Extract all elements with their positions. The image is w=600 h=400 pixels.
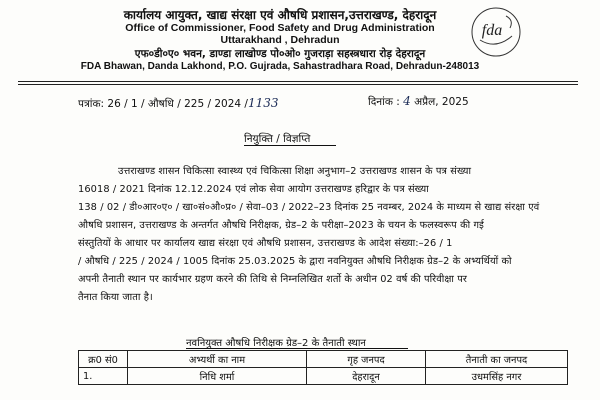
body-line: 138 / 02 / डी०आर०ए० / खा०सं०औ०प्र० / सेवा–03 / 2022–23 दिनांक 25 नवम्बर, 2024 के माध्यम से खाद्य संरक्षा एवं xyxy=(78,202,540,213)
table-title: नवनियुक्त औषधि निरीक्षक ग्रेड–2 के तैनाती स्थान xyxy=(186,338,366,349)
office-title-hindi: कार्यालय आयुक्त, खाद्य संरक्षा एवं औषधि प्रशासन,उत्तराखण्ड, देहरादून xyxy=(123,8,437,22)
date-label: दिनांक : xyxy=(368,96,400,108)
office-address-english: FDA Bhawan, Danda Lakhond, P.O. Gujrada, Sahastradhara Road, Dehradun-248013 xyxy=(80,61,480,72)
body-line: अपनी तैनाती स्थान पर कार्यभार ग्रहण करने की तिथि से निम्नलिखित शर्तो के अधीन 02 वर्ष की परिवीक्षा पर xyxy=(78,274,468,285)
table-title-underline xyxy=(186,348,408,349)
office-title-english: Office of Commissioner, Food Safety and Drug Administration xyxy=(125,22,435,34)
col-header-home-district: गृह जनपद xyxy=(307,351,426,368)
letterhead-divider xyxy=(18,81,578,82)
cell-home-district: देहरादून xyxy=(307,368,426,385)
office-location-english: Uttarakhand , Dehradun xyxy=(220,34,340,46)
body-line: उत्तराखण्ड शासन चिकित्सा स्वास्थ्य एवं चिकित्सा शिक्षा अनुभाग–2 उत्तराखण्ड शासन के पत्र संख्या xyxy=(118,166,472,177)
col-header-serial: क्र0 सं0 xyxy=(79,351,128,368)
posting-table xyxy=(78,350,568,385)
reference-prefix: पत्रांक: 26 / 1 / औषधि / 225 / 2024 / xyxy=(78,98,248,110)
letter-date xyxy=(368,94,469,109)
letterhead-divider-double xyxy=(18,84,578,85)
notice-heading: नियुक्ति / विज्ञप्ति xyxy=(244,133,311,145)
table-row xyxy=(79,368,568,385)
col-header-name: अभ्यर्थी का नाम xyxy=(128,351,307,368)
handwritten-number: 1133 xyxy=(247,96,279,110)
cell-posting-district: उधमसिंह नगर xyxy=(426,368,568,385)
heading-underline xyxy=(244,145,336,146)
cell-serial: 1. xyxy=(79,368,128,385)
body-line: 16018 / 2021 दिनांक 12.12.2024 एवं लोक सेवा आयोग उत्तराखण्ड हरिद्वार के पत्र संख्या xyxy=(78,184,429,195)
logo-text: fda xyxy=(481,22,503,39)
date-day: 4 xyxy=(403,94,411,108)
date-rest: अप्रैल, 2025 xyxy=(414,96,469,108)
col-header-posting-district: तैनाती का जनपद xyxy=(426,351,568,368)
body-line: औषधि प्रशासन, उत्तराखण्ड के अन्तर्गत औषधि निरीक्षक, ग्रेड–2 के परीक्षा–2023 के चयन के फलस्वरूप की गई xyxy=(78,220,484,231)
table-header-row xyxy=(79,351,568,368)
reference-number xyxy=(78,96,278,111)
body-line: तैनात किया जाता है। xyxy=(78,292,153,303)
body-line: / औषधि / 225 / 2024 / 1005 दिनांक 25.03.2025 के द्वारा नवनियुक्त औषधि निरीक्षक ग्रेड–2 के अभ्यर्थियों को xyxy=(78,256,512,267)
cell-name: निधि शर्मा xyxy=(128,368,307,385)
office-address-hindi: एफ०डी०ए० भवन, डाण्डा लाखोण्ड पो०ओ० गुजराड़ा सहस्त्रधारा रोड़ देहरादून xyxy=(134,48,426,60)
body-line: संस्तुतियों के आधार पर कार्यालय खाद्य संरक्षा एवं औषधि प्रशासन, उत्तराखण्ड के आदेश संख्या:–26 / 1 xyxy=(78,238,453,249)
